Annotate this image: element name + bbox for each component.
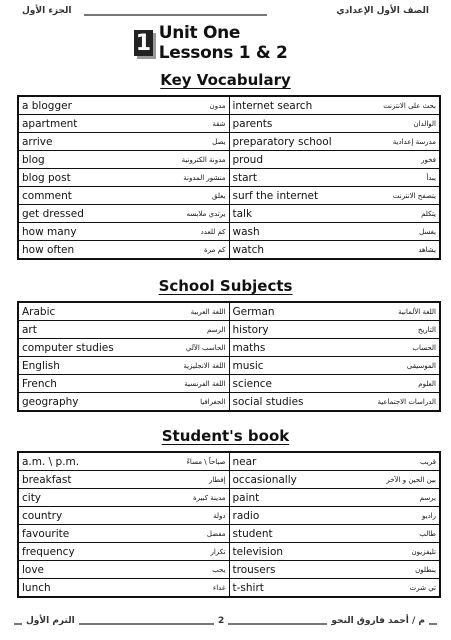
vocab-entry [233, 357, 437, 374]
vocab-entry [233, 241, 437, 258]
table-row [18, 543, 440, 561]
table-row [18, 169, 440, 187]
english-word: proud [232, 153, 263, 166]
table-row [18, 321, 440, 339]
arabic-meaning: مدون [209, 101, 226, 110]
arabic-meaning: مدرسة إعدادية [392, 137, 436, 146]
vocab-cell [18, 543, 229, 561]
vocab-cell [229, 543, 440, 561]
vocab-cell [229, 507, 440, 525]
english-word: French [22, 377, 57, 390]
vocab-cell [229, 375, 440, 393]
english-word: social studies [232, 395, 304, 408]
english-word: parents [232, 117, 273, 130]
arabic-meaning: يبدأ [426, 173, 436, 182]
table-row [18, 489, 440, 507]
vocab-table-students-book [17, 451, 441, 598]
english-word: science [232, 377, 273, 390]
vocab-cell [229, 115, 440, 133]
vocab-entry [233, 543, 437, 560]
vocab-entry [233, 507, 437, 524]
vocab-entry [22, 543, 226, 560]
vocab-cell [18, 205, 229, 223]
arabic-meaning: اللغة الألمانية [398, 307, 436, 316]
table-row [18, 375, 440, 393]
section-title-key-vocabulary: Key Vocabulary [160, 71, 291, 89]
vocab-cell [18, 489, 229, 507]
arabic-meaning: كم للعدد [200, 227, 226, 236]
vocab-cell [18, 133, 229, 151]
vocab-entry [233, 321, 437, 338]
vocab-cell [229, 241, 440, 260]
arabic-meaning: بين الحين و الآخر [386, 475, 436, 484]
english-word: city [22, 491, 42, 504]
vocab-cell [18, 302, 229, 321]
vocab-entry [233, 115, 437, 132]
vocab-cell [229, 169, 440, 187]
arabic-meaning: يتصفح الانترنت [392, 191, 436, 200]
english-word: breakfast [22, 473, 72, 486]
arabic-meaning: تي شرت [409, 583, 436, 592]
header-part-label: الجزء الأول [22, 6, 72, 16]
vocab-cell [229, 452, 440, 471]
arabic-meaning: تكرار [210, 547, 226, 556]
arabic-meaning: راديو [421, 511, 436, 520]
vocab-entry [22, 507, 226, 524]
vocab-cell [18, 115, 229, 133]
english-word: English [22, 359, 60, 372]
arabic-meaning: بحث على الانترنت [383, 101, 436, 110]
english-word: geography [22, 395, 79, 408]
vocab-cell [229, 489, 440, 507]
vocab-entry [22, 579, 226, 596]
english-word: talk [232, 207, 253, 220]
english-word: television [232, 545, 284, 558]
arabic-meaning: كم مرة [204, 245, 226, 254]
english-word: blog [22, 153, 45, 166]
arabic-meaning: مدونة الكترونية [181, 155, 226, 164]
vocab-cell [229, 205, 440, 223]
table-row [18, 339, 440, 357]
arabic-meaning: يعلق [212, 191, 226, 200]
english-word: t-shirt [232, 581, 264, 594]
arabic-meaning: مفضل [206, 529, 226, 538]
vocab-cell [229, 302, 440, 321]
vocab-cell [18, 507, 229, 525]
english-word: comment [22, 189, 72, 202]
arabic-meaning: يصل [212, 137, 226, 146]
table-row [18, 223, 440, 241]
english-word: a blogger [22, 99, 72, 112]
vocab-entry [22, 375, 226, 392]
arabic-meaning: فخور [421, 155, 436, 164]
vocab-entry [22, 489, 226, 506]
arabic-meaning: مدينة كبيرة [192, 493, 226, 502]
vocab-entry [22, 169, 226, 186]
table-row [18, 561, 440, 579]
page-header [14, 6, 437, 22]
arabic-meaning: الدراسات الاجتماعية [377, 397, 436, 406]
arabic-meaning: تليفزيون [411, 547, 436, 556]
arabic-meaning: الحساب [412, 343, 436, 352]
arabic-meaning: يغسل [419, 227, 436, 236]
english-word: maths [232, 341, 266, 354]
vocab-cell [18, 393, 229, 412]
vocab-cell [18, 169, 229, 187]
section-title-students-book: Student's book [161, 427, 290, 445]
table-row [18, 357, 440, 375]
footer-term-label: الترم الأول [22, 616, 79, 626]
vocab-cell [229, 96, 440, 115]
arabic-meaning: طالب [419, 529, 436, 538]
vocab-entry [233, 453, 437, 470]
vocab-entry [233, 133, 437, 150]
section-title-school-subjects: School Subjects [158, 277, 293, 295]
vocab-cell [18, 375, 229, 393]
english-word: how many [22, 225, 77, 238]
vocab-cell [229, 187, 440, 205]
english-word: music [232, 359, 264, 372]
english-word: blog post [22, 171, 71, 184]
english-word: watch [232, 243, 265, 256]
english-word: get dressed [22, 207, 84, 220]
english-word: German [232, 305, 275, 318]
arabic-meaning: اللغة الفرنسية [184, 379, 226, 388]
vocab-entry [233, 303, 437, 320]
vocab-entry [22, 97, 226, 114]
vocab-entry [22, 561, 226, 578]
vocab-entry [233, 489, 437, 506]
vocab-entry [22, 453, 226, 470]
vocab-cell [229, 561, 440, 579]
vocab-entry [233, 471, 437, 488]
vocab-entry [233, 579, 437, 596]
vocab-cell [229, 339, 440, 357]
vocab-cell [229, 471, 440, 489]
table-row [18, 241, 440, 260]
vocab-entry [233, 151, 437, 168]
unit-title-text: Unit One Lessons 1 & 2 [158, 23, 288, 63]
vocab-cell [18, 241, 229, 260]
table-row [18, 471, 440, 489]
vocab-cell [18, 151, 229, 169]
vocab-entry [22, 525, 226, 542]
vocab-entry [22, 393, 226, 410]
vocab-cell [229, 393, 440, 412]
table-row [18, 452, 440, 471]
arabic-meaning: الجغرافيا [200, 397, 226, 406]
arabic-meaning: الحاسب الآلي [185, 343, 226, 352]
english-word: favourite [22, 527, 70, 540]
vocab-entry [233, 393, 437, 410]
vocab-entry [22, 151, 226, 168]
arabic-meaning: اللغة العربية [190, 307, 226, 316]
vocab-cell [18, 357, 229, 375]
table-row [18, 393, 440, 412]
arabic-meaning: شقة [212, 119, 226, 128]
vocab-cell [229, 223, 440, 241]
english-word: paint [232, 491, 260, 504]
arabic-meaning: يشاهد [418, 245, 436, 254]
english-word: wash [232, 225, 260, 238]
english-word: art [22, 323, 37, 336]
table-row [18, 151, 440, 169]
page-number: 2 [214, 616, 228, 626]
vocab-cell [18, 321, 229, 339]
vocab-cell [229, 321, 440, 339]
vocab-cell [18, 452, 229, 471]
english-word: arrive [22, 135, 53, 148]
arabic-meaning: غداء [212, 583, 226, 592]
arabic-meaning: العلوم [418, 379, 436, 388]
table-row [18, 133, 440, 151]
vocab-entry [22, 241, 226, 258]
vocab-cell [18, 579, 229, 598]
vocab-cell [229, 151, 440, 169]
vocab-cell [18, 525, 229, 543]
vocab-table-school-subjects [17, 301, 441, 412]
vocab-table-key-vocabulary [17, 95, 441, 260]
vocab-cell [18, 471, 229, 489]
table-row [18, 579, 440, 598]
english-word: frequency [22, 545, 75, 558]
english-word: near [232, 455, 257, 468]
vocab-entry [233, 339, 437, 356]
vocab-entry [233, 375, 437, 392]
header-divider [84, 14, 267, 16]
english-word: surf the internet [232, 189, 319, 202]
table-row [18, 507, 440, 525]
arabic-meaning: الوالدان [413, 119, 436, 128]
table-row [18, 302, 440, 321]
arabic-meaning: صباحاً \ مساءً [186, 457, 226, 466]
vocab-entry [22, 223, 226, 240]
english-word: country [22, 509, 63, 522]
english-word: student [232, 527, 273, 540]
english-word: history [232, 323, 269, 336]
english-word: lunch [22, 581, 51, 594]
arabic-meaning: يرتدي ملابسه [186, 209, 226, 218]
table-row [18, 205, 440, 223]
unit-title [134, 23, 314, 63]
vocab-entry [233, 205, 437, 222]
vocab-entry [22, 339, 226, 356]
vocab-entry [22, 357, 226, 374]
arabic-meaning: منشور المدونة [183, 173, 226, 182]
arabic-meaning: يرسم [419, 493, 436, 502]
english-word: trousers [232, 563, 276, 576]
english-word: start [232, 171, 257, 184]
arabic-meaning: بنطلون [415, 565, 436, 574]
english-word: occasionally [232, 473, 297, 486]
table-row [18, 525, 440, 543]
vocab-cell [18, 561, 229, 579]
unit-number-badge: 1 [135, 30, 151, 56]
vocab-entry [22, 471, 226, 488]
vocab-entry [233, 97, 437, 114]
vocab-entry [22, 133, 226, 150]
english-word: Arabic [22, 305, 56, 318]
arabic-meaning: الرسم [207, 325, 226, 334]
vocab-cell [18, 96, 229, 115]
arabic-meaning: دولة [213, 511, 226, 520]
vocab-entry [22, 187, 226, 204]
vocab-entry [233, 223, 437, 240]
vocab-entry [22, 115, 226, 132]
page-footer [14, 616, 437, 630]
english-word: internet search [232, 99, 313, 112]
english-word: love [22, 563, 45, 576]
english-word: preparatory school [232, 135, 332, 148]
arabic-meaning: قريب [419, 457, 436, 466]
vocab-cell [229, 525, 440, 543]
table-row [18, 96, 440, 115]
english-word: how often [22, 243, 75, 256]
table-row [18, 187, 440, 205]
vocab-entry [22, 303, 226, 320]
header-grade-label: الصف الأول الإعدادي [336, 6, 429, 16]
vocab-cell [18, 339, 229, 357]
arabic-meaning: التاريخ [417, 325, 436, 334]
vocab-cell [18, 187, 229, 205]
english-word: a.m. \ p.m. [22, 455, 80, 468]
vocab-cell [18, 223, 229, 241]
vocab-entry [22, 205, 226, 222]
arabic-meaning: يتكلم [421, 209, 436, 218]
arabic-meaning: يحب [212, 565, 226, 574]
vocab-entry [22, 321, 226, 338]
vocab-cell [229, 133, 440, 151]
vocab-entry [233, 169, 437, 186]
arabic-meaning: الموسيقى [406, 361, 436, 370]
table-row [18, 115, 440, 133]
vocab-entry [233, 525, 437, 542]
english-word: radio [232, 509, 260, 522]
english-word: computer studies [22, 341, 114, 354]
vocab-cell [229, 579, 440, 598]
vocab-entry [233, 561, 437, 578]
footer-author-label: م / أحمد فاروق النحو [327, 616, 429, 626]
vocab-cell [229, 357, 440, 375]
english-word: apartment [22, 117, 78, 130]
vocab-entry [233, 187, 437, 204]
arabic-meaning: إفطار [208, 475, 226, 484]
arabic-meaning: اللغة الانجليزية [183, 361, 226, 370]
